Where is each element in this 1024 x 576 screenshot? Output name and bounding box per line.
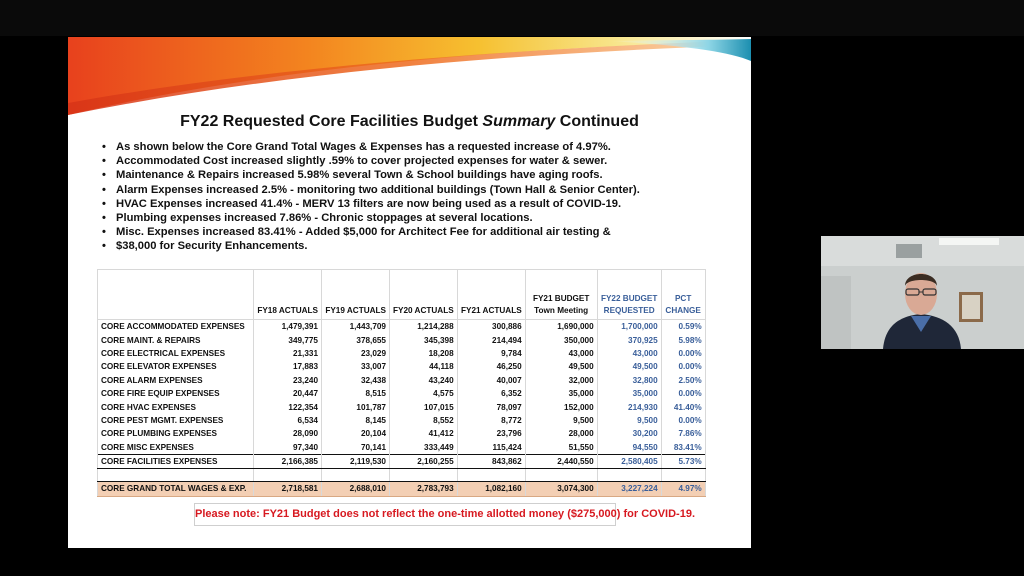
bullet-item: • HVAC Expenses increased 41.4% - MERV 13 filters are now being used as a result of COVID-19. — [102, 197, 742, 211]
fy18-value: 349,775 — [254, 333, 322, 346]
fy21-value: 115,424 — [457, 441, 525, 455]
row-category: CORE FIRE EQUIP EXPENSES — [98, 387, 254, 400]
bullet-item: • Accommodated Cost increased slightly .59% to cover projected expenses for water & sewer. — [102, 154, 742, 168]
pct-change-value: 5.98% — [661, 333, 705, 346]
fy21-value: 300,886 — [457, 320, 525, 334]
fy21-budget-value: 49,500 — [525, 360, 597, 373]
row-category: CORE ELEVATOR EXPENSES — [98, 360, 254, 373]
fy20-value: 44,118 — [390, 360, 458, 373]
pct-change-value: 0.00% — [661, 360, 705, 373]
fy18-value: 2,718,581 — [254, 482, 322, 496]
fy18-value: 1,479,391 — [254, 320, 322, 334]
row-category: CORE FACILITIES EXPENSES — [98, 454, 254, 468]
pct-change-value: 7.86% — [661, 427, 705, 440]
fy19-value: 70,141 — [322, 441, 390, 455]
fy18-value: 122,354 — [254, 400, 322, 413]
fy21-value: 23,796 — [457, 427, 525, 440]
bullet-item: • Plumbing expenses increased 7.86% - Chronic stoppages at several locations. — [102, 211, 742, 225]
fy22-requested-value: 94,550 — [597, 441, 661, 455]
fy20-value: 18,208 — [390, 347, 458, 360]
fy19-value: 33,007 — [322, 360, 390, 373]
fy21-budget-value: 2,440,550 — [525, 454, 597, 468]
fy21-budget-value: 3,074,300 — [525, 482, 597, 496]
fy20-value: 1,214,288 — [390, 320, 458, 334]
table-row — [98, 387, 706, 400]
fy19-value: 32,438 — [322, 374, 390, 387]
fy21-value: 78,097 — [457, 400, 525, 413]
fy18-value: 21,331 — [254, 347, 322, 360]
fy22-requested-value: 214,930 — [597, 400, 661, 413]
fy20-value: 107,015 — [390, 400, 458, 413]
row-category: CORE MISC EXPENSES — [98, 441, 254, 455]
fy18-value: 2,166,385 — [254, 454, 322, 468]
fy18-value: 20,447 — [254, 387, 322, 400]
facilities-total-row — [98, 454, 706, 468]
fy21-value: 214,494 — [457, 333, 525, 346]
bullet-item: • Alarm Expenses increased 2.5% - monitoring two additional buildings (Town Hall & Senior Center). — [102, 183, 742, 197]
bullet-item: • Maintenance & Repairs increased 5.98% several Town & School buildings have aging roofs. — [102, 168, 742, 182]
fy21-budget-value: 9,500 — [525, 414, 597, 427]
header-fy20: FY20 ACTUALS — [390, 270, 458, 320]
pct-change-value: 4.97% — [661, 482, 705, 496]
row-category: CORE ALARM EXPENSES — [98, 374, 254, 387]
slide-title: FY22 Requested Core Facilities Budget Summary Continued — [180, 113, 639, 130]
decorative-swoosh-banner — [68, 37, 751, 119]
fy21-value: 1,082,160 — [457, 482, 525, 496]
fy19-value: 101,787 — [322, 400, 390, 413]
summary-bullet-list — [102, 140, 742, 254]
fy21-budget-value: 32,000 — [525, 374, 597, 387]
pct-change-value: 0.00% — [661, 414, 705, 427]
fy20-value: 8,552 — [390, 414, 458, 427]
fy21-value: 46,250 — [457, 360, 525, 373]
fy20-value: 2,783,793 — [390, 482, 458, 496]
fy21-value: 40,007 — [457, 374, 525, 387]
fy19-value: 1,443,709 — [322, 320, 390, 334]
table-row — [98, 427, 706, 440]
fy20-value: 2,160,255 — [390, 454, 458, 468]
fy20-value: 41,412 — [390, 427, 458, 440]
fy20-value: 43,240 — [390, 374, 458, 387]
table-row — [98, 414, 706, 427]
fy19-value: 8,145 — [322, 414, 390, 427]
fy21-value: 9,784 — [457, 347, 525, 360]
fy19-value: 23,029 — [322, 347, 390, 360]
fy18-value: 6,534 — [254, 414, 322, 427]
pct-change-value: 0.00% — [661, 347, 705, 360]
fy19-value: 2,688,010 — [322, 482, 390, 496]
pct-change-value: 41.40% — [661, 400, 705, 413]
fy20-value: 333,449 — [390, 441, 458, 455]
bullet-item: • As shown below the Core Grand Total Wages & Expenses has a requested increase of 4.97%. — [102, 140, 742, 154]
grand-total-row — [98, 482, 706, 496]
table-row — [98, 360, 706, 373]
pct-change-value: 0.00% — [661, 387, 705, 400]
pct-change-value: 2.50% — [661, 374, 705, 387]
row-category: CORE MAINT. & REPAIRS — [98, 333, 254, 346]
fy21-value: 843,862 — [457, 454, 525, 468]
covid-note: Please note: FY21 Budget does not reflect the one-time allotted money ($275,000) for COVID-19. — [194, 503, 616, 526]
fy22-requested-value: 43,000 — [597, 347, 661, 360]
row-category: CORE GRAND TOTAL WAGES & EXP. — [98, 482, 254, 496]
header-fy18: FY18 ACTUALS — [254, 270, 322, 320]
fy19-value: 378,655 — [322, 333, 390, 346]
fy21-budget-value: 28,000 — [525, 427, 597, 440]
fy21-budget-value: 51,550 — [525, 441, 597, 455]
header-fy21: FY21 ACTUALS — [457, 270, 525, 320]
header-fy19: FY19 ACTUALS — [322, 270, 390, 320]
table-spacer-row — [98, 469, 706, 482]
fy21-value: 8,772 — [457, 414, 525, 427]
fy22-requested-value: 2,580,405 — [597, 454, 661, 468]
fy21-budget-value: 43,000 — [525, 347, 597, 360]
fy18-value: 28,090 — [254, 427, 322, 440]
row-category: CORE HVAC EXPENSES — [98, 400, 254, 413]
fy22-requested-value: 3,227,224 — [597, 482, 661, 496]
fy22-requested-value: 49,500 — [597, 360, 661, 373]
participant-video — [821, 236, 1024, 349]
fy20-value: 4,575 — [390, 387, 458, 400]
pct-change-value: 0.59% — [661, 320, 705, 334]
row-category: CORE PEST MGMT. EXPENSES — [98, 414, 254, 427]
table-row — [98, 441, 706, 455]
fy21-budget-value: 152,000 — [525, 400, 597, 413]
fy22-requested-value: 9,500 — [597, 414, 661, 427]
header-category — [98, 270, 254, 320]
fy22-requested-value: 370,925 — [597, 333, 661, 346]
fy21-budget-value: 350,000 — [525, 333, 597, 346]
fy19-value: 2,119,530 — [322, 454, 390, 468]
row-category: CORE PLUMBING EXPENSES — [98, 427, 254, 440]
fy19-value: 8,515 — [322, 387, 390, 400]
pct-change-value: 83.41% — [661, 441, 705, 455]
fy18-value: 17,883 — [254, 360, 322, 373]
table-row — [98, 320, 706, 334]
fy19-value: 20,104 — [322, 427, 390, 440]
fy22-requested-value: 30,200 — [597, 427, 661, 440]
header-fy21-budget: FY21 BUDGET Town Meeting — [525, 270, 597, 320]
fy18-value: 23,240 — [254, 374, 322, 387]
fy18-value: 97,340 — [254, 441, 322, 455]
fy22-requested-value: 32,800 — [597, 374, 661, 387]
fy21-value: 6,352 — [457, 387, 525, 400]
row-category: CORE ELECTRICAL EXPENSES — [98, 347, 254, 360]
fy22-requested-value: 1,700,000 — [597, 320, 661, 334]
bullet-item: • $38,000 for Security Enhancements. — [102, 239, 742, 253]
table-row — [98, 347, 706, 360]
presentation-slide — [68, 37, 751, 548]
fy21-budget-value: 35,000 — [525, 387, 597, 400]
row-category: CORE ACCOMMODATED EXPENSES — [98, 320, 254, 334]
header-fy22-requested: FY22 BUDGET REQUESTED — [597, 270, 661, 320]
meeting-top-bar — [0, 0, 1024, 36]
table-row — [98, 400, 706, 413]
table-row — [98, 374, 706, 387]
budget-table — [97, 269, 706, 497]
fy20-value: 345,398 — [390, 333, 458, 346]
pct-change-value: 5.73% — [661, 454, 705, 468]
table-row — [98, 333, 706, 346]
fy21-budget-value: 1,690,000 — [525, 320, 597, 334]
bullet-item: • Misc. Expenses increased 83.41% - Added $5,000 for Architect Fee for additional air testing & — [102, 225, 742, 239]
table-header-row — [98, 270, 706, 320]
header-pct-change: PCT CHANGE — [661, 270, 705, 320]
fy22-requested-value: 35,000 — [597, 387, 661, 400]
